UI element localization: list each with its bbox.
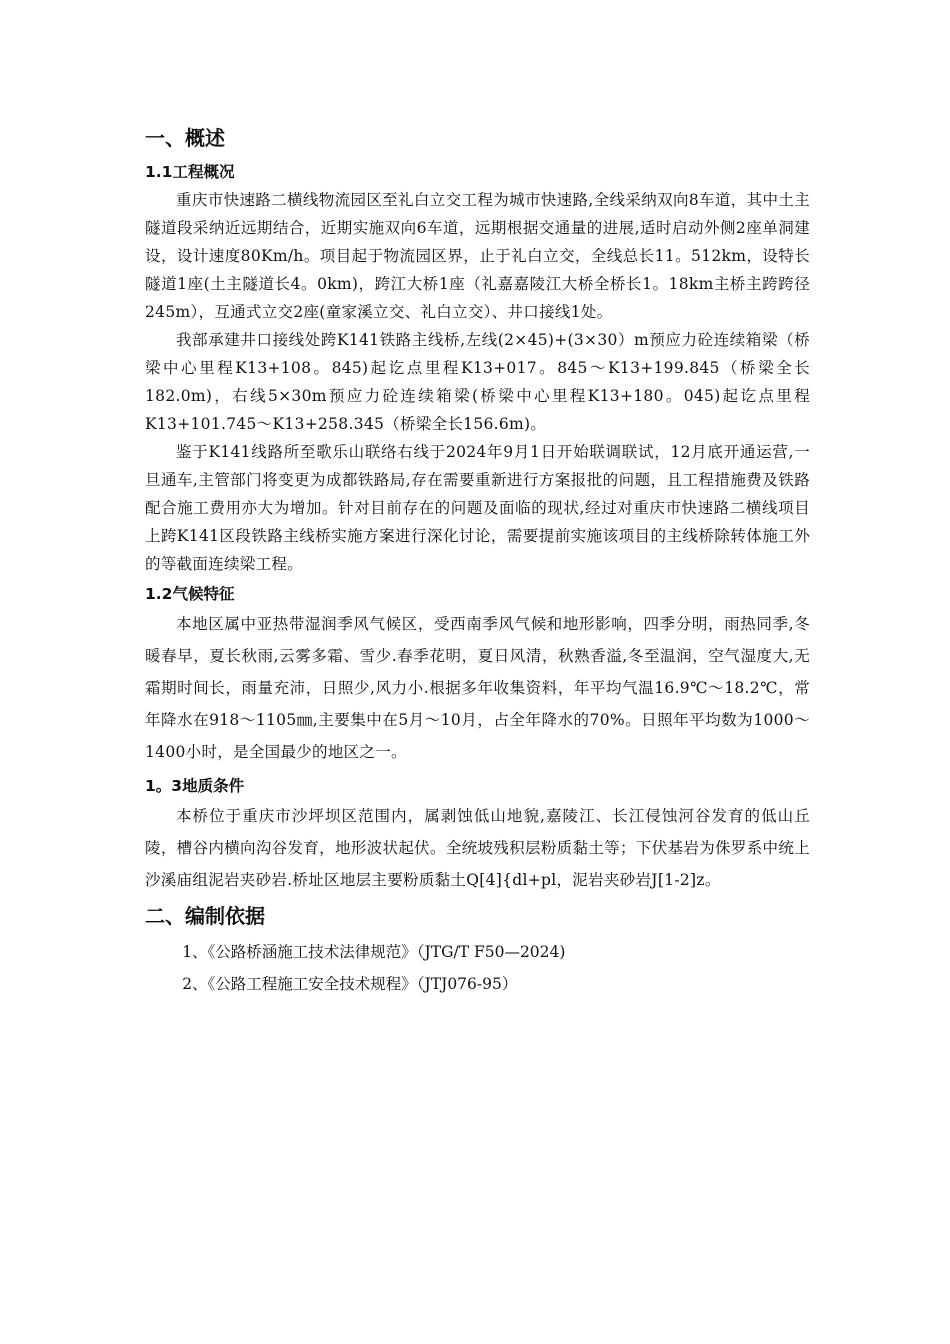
document-page (145, 112, 810, 1000)
subsection-heading-climate: 1.2气候特征 (145, 585, 235, 603)
section-heading-overview: 一、概述 (145, 126, 225, 150)
reference-item: 2、《公路工程施工安全技术规程》（JTJ076-95） (182, 975, 518, 993)
paragraph-climate: 本地区属中亚热带湿润季风气候区，受西南季风气候和地形影响，四季分明，雨热同季,冬暖春早，夏长秋雨,云雾多霜、雪少.春季花明，夏日风清，秋熟香溢,冬至温润，空气湿度大,无霜期时间长，雨量充沛，日照少,风力小.根据多年收集资料，年平均气温16.9℃～18.2℃，常年降水在918～1105㎜,主要集中在5月～10月，占全年降水的70%。日照年平均数为1000～1400小时，是全国最少的地区之一。 (145, 615, 810, 761)
subsection-heading-project: 1.1工程概况 (145, 163, 235, 181)
paragraph-project-overview: 重庆市快速路二横线物流园区至礼白立交工程为城市快速路,全线采纳双向8车道，其中土主隧道段采纳近远期结合，近期实施双向6车道，远期根据交通量的进展,适时启动外侧2座单洞建设，设计速度80Km/h。项目起于物流园区界，止于礼白立交，全线总长11。512km，设特长隧道1座(土主隧道长4。0km)，跨江大桥1座（礼嘉嘉陵江大桥全桥长1。18km主桥主跨跨径245m），互通式立交2座(童家溪立交、礼白立交）、井口接线1处。 (145, 191, 810, 321)
paragraph-geology: 本桥位于重庆市沙坪坝区范围内，属剥蚀低山地貌,嘉陵江、长江侵蚀河谷发育的低山丘陵，槽谷内横向沟谷发育，地形波状起伏。全统坡残积层粉质黏土等；下伏基岩为侏罗系中统上沙溪庙组泥岩夹砂岩.桥址区地层主要粉质黏土Q[4]{dl+pl，泥岩夹砂岩J[1-2]z。 (145, 807, 810, 889)
reference-item: 1、《公路桥涵施工技术法律规范》（JTG/T F50—2024) (182, 943, 566, 961)
subsection-heading-geology: 1。3地质条件 (145, 777, 245, 795)
section-heading-basis: 二、编制依据 (145, 904, 265, 928)
paragraph-bridge-scope: 我部承建井口接线处跨K141铁路主线桥,左线(2×45)+(3×30）m预应力砼连续箱梁（桥梁中心里程K13+108。845)起讫点里程K13+017。845～K13+199.845（桥梁全长182.0m)，右线5×30m预应力砼连续箱梁(桥梁中心里程K13+180。045)起讫点里程K13+101.745～K13+258.345（桥梁全长156.6m)。 (145, 331, 810, 433)
paragraph-railway-background: 鉴于K141线路所至歌乐山联络右线于2024年9月1日开始联调联试，12月底开通运营,一旦通车,主管部门将变更为成都铁路局,存在需要重新进行方案报批的问题，且工程措施费及铁路配合施工费用亦大为增加。针对目前存在的问题及面临的现状,经过对重庆市快速路二横线项目上跨K141区段铁路主线桥实施方案进行深化讨论，需要提前实施该项目的主线桥除转体施工外的等截面连续梁工程。 (145, 443, 810, 573)
